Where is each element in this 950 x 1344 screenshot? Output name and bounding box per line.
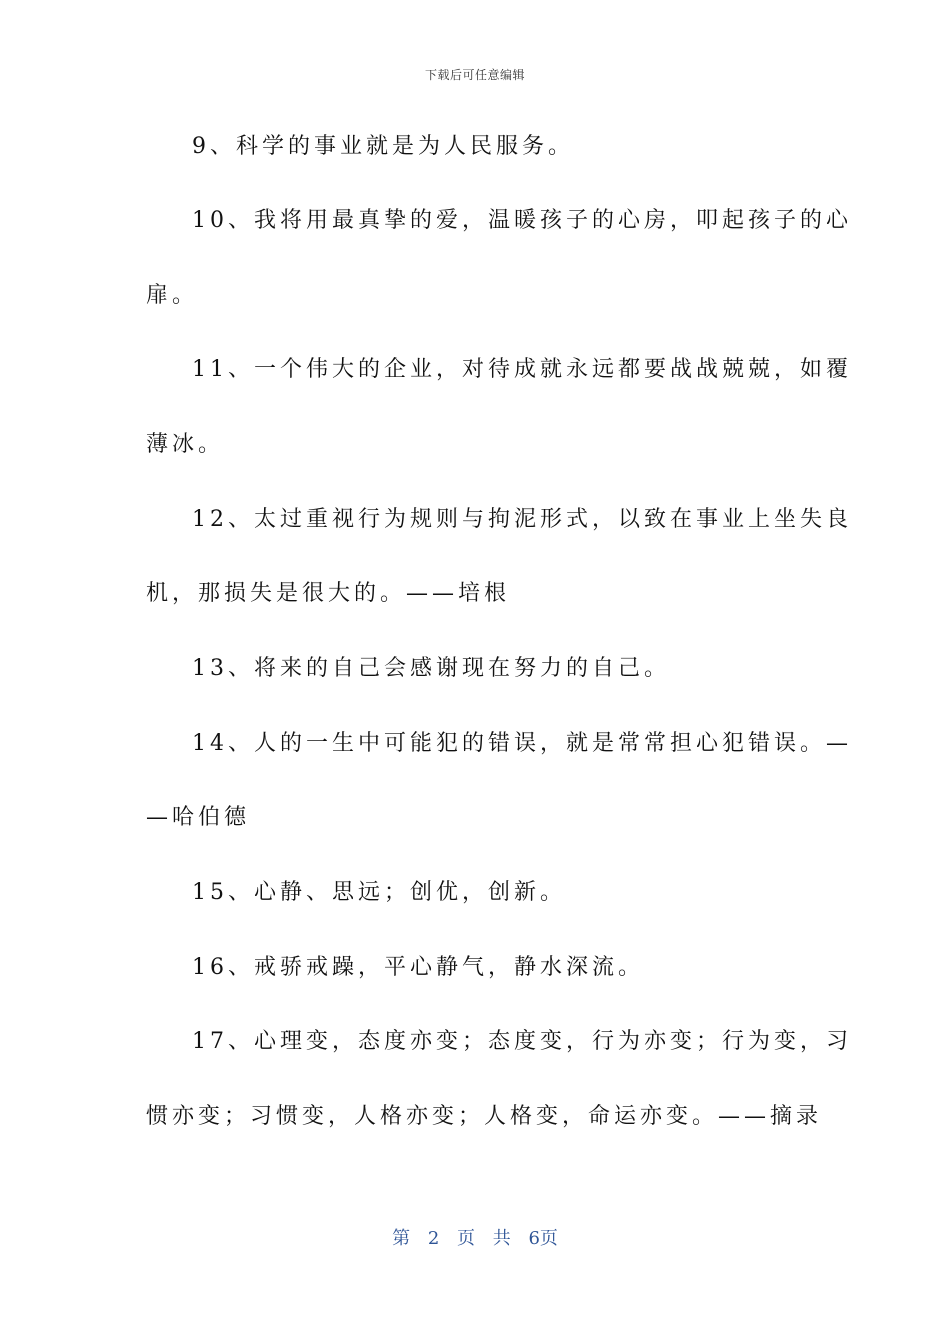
footer-page-current: 2	[427, 1228, 440, 1249]
footer-label-gong: 共	[492, 1228, 511, 1249]
footer-page-total: 6页	[528, 1228, 558, 1249]
text-line-17b: 惯亦变；习惯变，人格亦变；人格变，命运亦变。——摘录	[146, 1104, 823, 1129]
text-line-9: 9、科学的事业就是为人民服务。	[192, 134, 574, 159]
text-line-13: 13、将来的自己会感谢现在努力的自己。	[192, 656, 670, 681]
footer-label-di: 第	[392, 1228, 411, 1249]
text-line-11b: 薄冰。	[146, 432, 225, 457]
page-header: 下载后可任意编辑	[424, 68, 525, 82]
text-line-12a: 12、太过重视行为规则与拘泥形式，以致在事业上坐失良	[192, 507, 852, 532]
page-footer	[0, 1224, 950, 1250]
text-line-10a: 10、我将用最真挚的爱，温暖孩子的心房，叩起孩子的心	[192, 208, 852, 233]
text-line-14b: —哈伯德	[146, 805, 251, 830]
text-line-16: 16、戒骄戒躁，平心静气，静水深流。	[192, 955, 644, 980]
text-line-15: 15、心静、思远；创优，创新。	[192, 880, 566, 905]
text-line-10b: 扉。	[146, 283, 199, 308]
footer-label-ye: 页	[457, 1228, 475, 1249]
text-line-17a: 17、心理变，态度亦变；态度变，行为亦变；行为变，习	[192, 1029, 852, 1054]
text-line-12b: 机，那损失是很大的。——培根	[146, 581, 511, 606]
text-line-11a: 11、一个伟大的企业，对待成就永远都要战战兢兢，如覆	[192, 357, 852, 382]
text-line-14a: 14、人的一生中可能犯的错误，就是常常担心犯错误。—	[192, 731, 852, 756]
